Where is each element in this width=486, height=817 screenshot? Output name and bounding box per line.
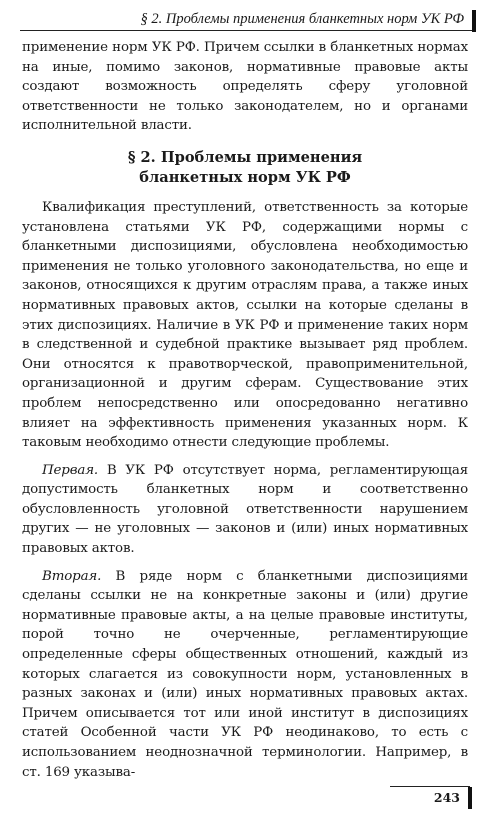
running-header [20, 8, 476, 31]
header-edge-bar [472, 10, 476, 32]
paragraph-intro: Квалификация преступлений, ответственность за которые установлена статьями УК РФ, содержащими нормы с бланкетными диспозициями, обусловлена необходимостью применения не только уголовного законодательства, но еще и законов, относящихся к другим отраслям права, а также иных нормативных правовых актов, ссылки на которые сделаны в этих диспозициях. Наличие в УК РФ и применение таких норм в следственной и судебной практике вызывает ряд проблем. Они относятся к правотворческой, правоприменительной, организационной и другим сферам. Существование этих проблем непосредственно или опосредованно негативно влияет на эффективность применения указанных норм. К таковым необходимо отнести следующие проблемы. [22, 199, 468, 451]
section-heading [22, 148, 468, 188]
page-number-box [390, 786, 470, 809]
page-content [22, 38, 468, 782]
second-problem-text: В ряде норм с бланкетными диспозициями сделаны ссылки не на конкретные законы и (или) другие нормативные правовые акты, а на целые правовые институты, порой точно не очерченные, регламентирующие определенные сферы общественных отношений, каждый из которых слагается из совокупности норм, установленных в разных законах и (или) иных нормативных правовых актах. Причем описывается тот или иной институт в диспозициях статей Особенной части УК РФ неодинаково, то есть с использованием неоднозначной терминологии. Например, в ст. 169 указыва- [22, 568, 468, 780]
paragraph-second-problem [22, 567, 468, 783]
section-heading-line-1: § 2. Проблемы применения [127, 148, 363, 166]
first-problem-text: В УК РФ отсутствует норма, регламентирующая допустимость бланкетных норм и соответственно обусловленность уголовной ответственности нарушением других — не уголовных — законов и (или) иных нормативных правовых актов. [22, 462, 468, 557]
paragraph-first-problem [22, 461, 468, 559]
running-title: § 2. Проблемы применения бланкетных норм УК РФ [140, 11, 464, 27]
page-number: 243 [433, 790, 460, 805]
footer-edge-bar [468, 787, 472, 809]
paragraph-continuation: применение норм УК РФ. Причем ссылки в бланкетных нормах на иные, помимо законов, нормативные правовые акты создают возможность определять сферу уголовной ответственности не только законодателем, но и органами исполнительной власти. [22, 40, 468, 134]
first-problem-lead: Первая. [42, 462, 99, 478]
section-heading-line-2: бланкетных норм УК РФ [139, 168, 351, 186]
second-problem-lead: Вторая. [42, 568, 102, 584]
